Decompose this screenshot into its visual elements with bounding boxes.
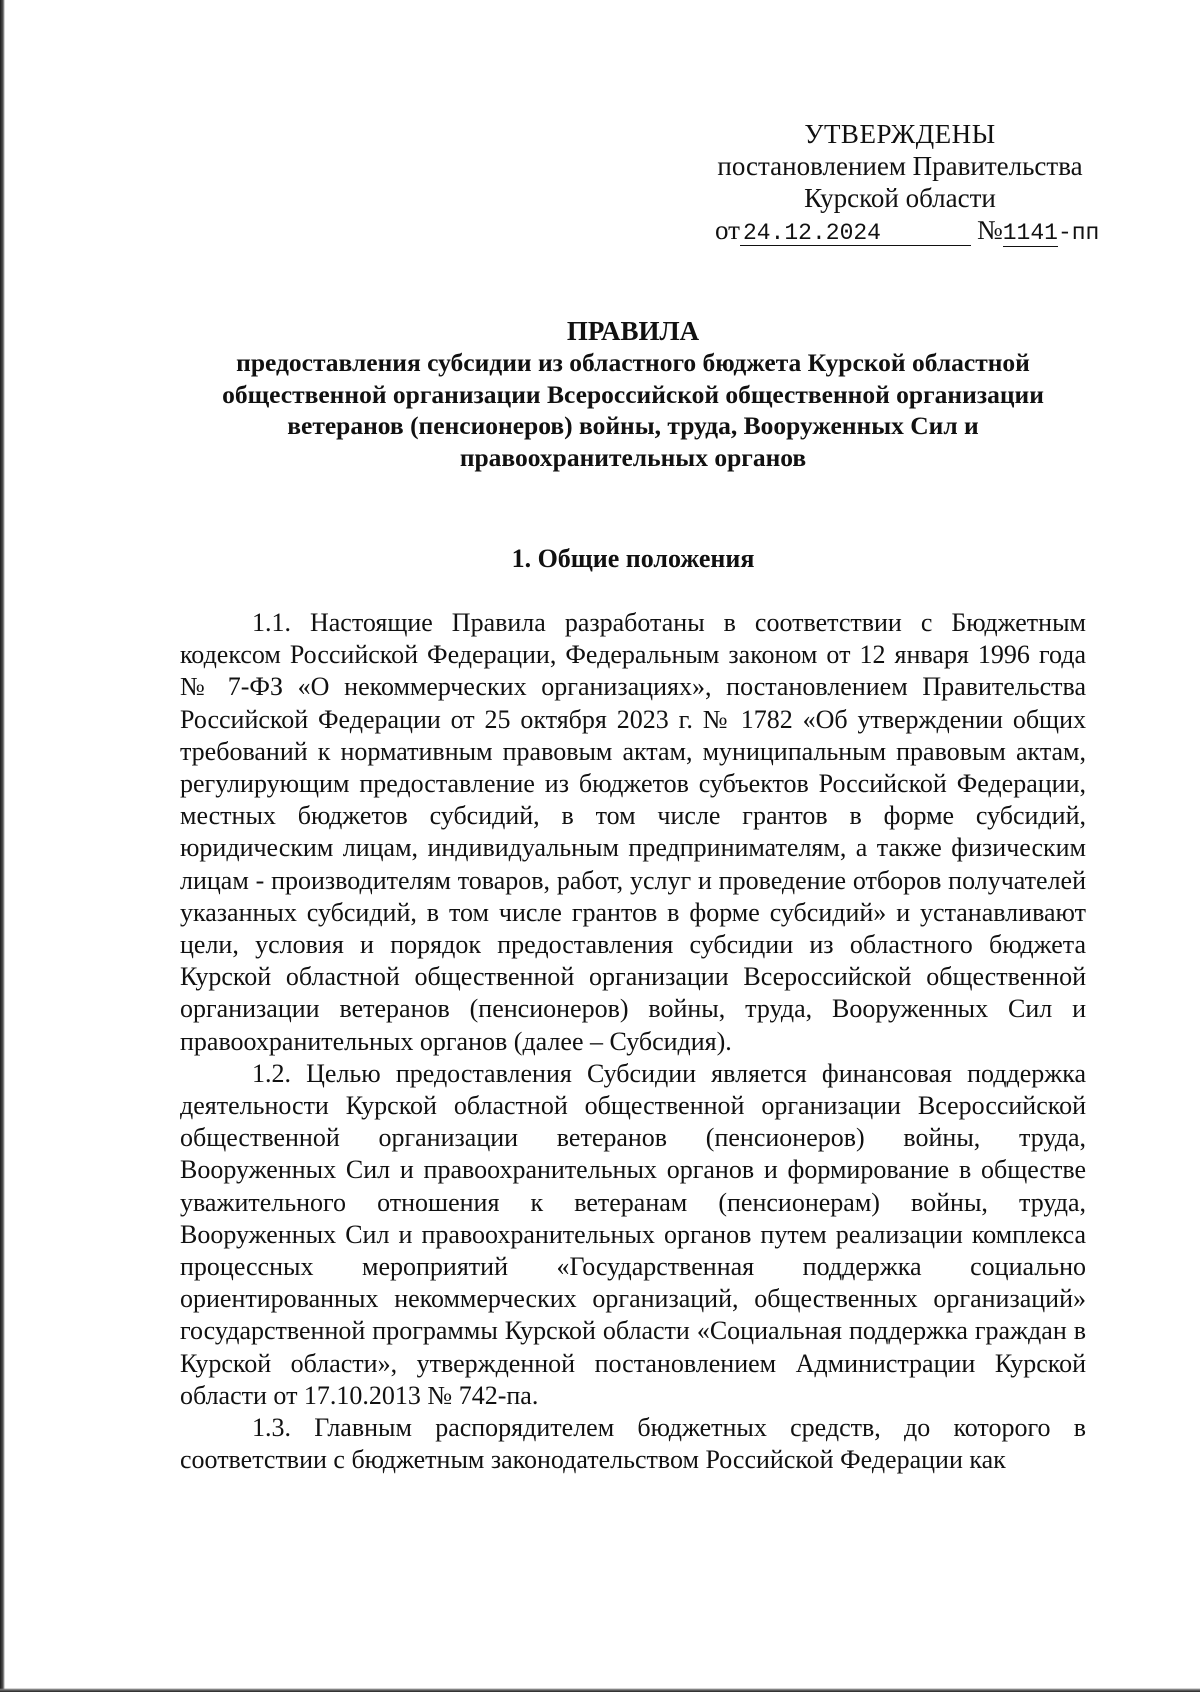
date-prefix: от	[715, 215, 740, 245]
document-title-block	[180, 315, 1086, 473]
paragraph-1-1: 1.1. Настоящие Правила разработаны в соответствии с Бюджетным кодексом Российской Федерации, Федеральным законом от 12 января 1996 года № 7-ФЗ «О некоммерческих организациях», постановлением Правительства Российской Федерации от 25 октября 2023 г. № 1782 «Об утверждении общих требований к нормативным правовым актам, муниципальным правовым актам, регулирующим предоставление из бюджетов субъектов Российской Федерации, местных бюджетов субсидий, в том числе грантов в форме субсидий, юридическим лицам, индивидуальным предпринимателям, а также физическим лицам - производителям товаров, работ, услуг и проведение отборов получателей указанных субсидий, в том числе грантов в форме субсидий» и устанавливают цели, условия и порядок предоставления субсидии из областного бюджета Курской областной общественной организации Всероссийской общественной организации ветеранов (пенсионеров) войны, труда, Вооруженных Сил и правоохранительных органов (далее – Субсидия).	[180, 608, 1086, 1056]
approval-issuer: постановлением Правительства	[717, 151, 1083, 181]
paragraph-1-3: 1.3. Главным распорядителем бюджетных средств, до которого в соответствии с бюджетным законодательством Российской Федерации как	[180, 1413, 1086, 1475]
approval-date: 24.12.2024	[740, 221, 971, 246]
scan-edge-left	[0, 0, 5, 1692]
paragraph-1-2: 1.2. Целью предоставления Субсидии является финансовая поддержка деятельности Курской областной общественной организации Всероссийской общественной организации ветеранов (пенсионеров) войны, труда, Вооруженных Сил и правоохранительных органов и формирование в обществе уважительного отношения к ветеранам (пенсионерам) войны, труда, Вооруженных Сил и правоохранительных органов путем реализации комплекса процессных мероприятий «Государственная поддержка социально ориентированных некоммерческих организаций, общественных организаций» государственной программы Курской области «Социальная поддержка граждан в Курской области», утвержденной постановлением Администрации Курской области от 17.10.2013 № 742-па.	[180, 1058, 1086, 1410]
number-suffix: -пп	[1057, 220, 1100, 246]
approval-region: Курской области	[804, 183, 996, 213]
approval-number: 1141	[1002, 220, 1058, 246]
section-heading: 1. Общие положения	[511, 544, 755, 573]
approval-date-line	[700, 214, 1100, 249]
document-title: ПРАВИЛА	[566, 316, 700, 346]
document-body	[180, 607, 1086, 1476]
document-subtitle: предоставления субсидии из областного бюджета Курской областной общественной организации Всероссийской общественной организации ветеранов (пенсионеров) войны, труда, Вооруженных Сил и правоохранительных органов	[222, 348, 1044, 472]
scan-edge-bottom	[0, 1688, 1200, 1692]
approval-stamp	[700, 118, 1100, 249]
approval-heading: УТВЕРЖДЕНЫ	[804, 119, 996, 149]
number-sign: №	[976, 215, 1003, 245]
